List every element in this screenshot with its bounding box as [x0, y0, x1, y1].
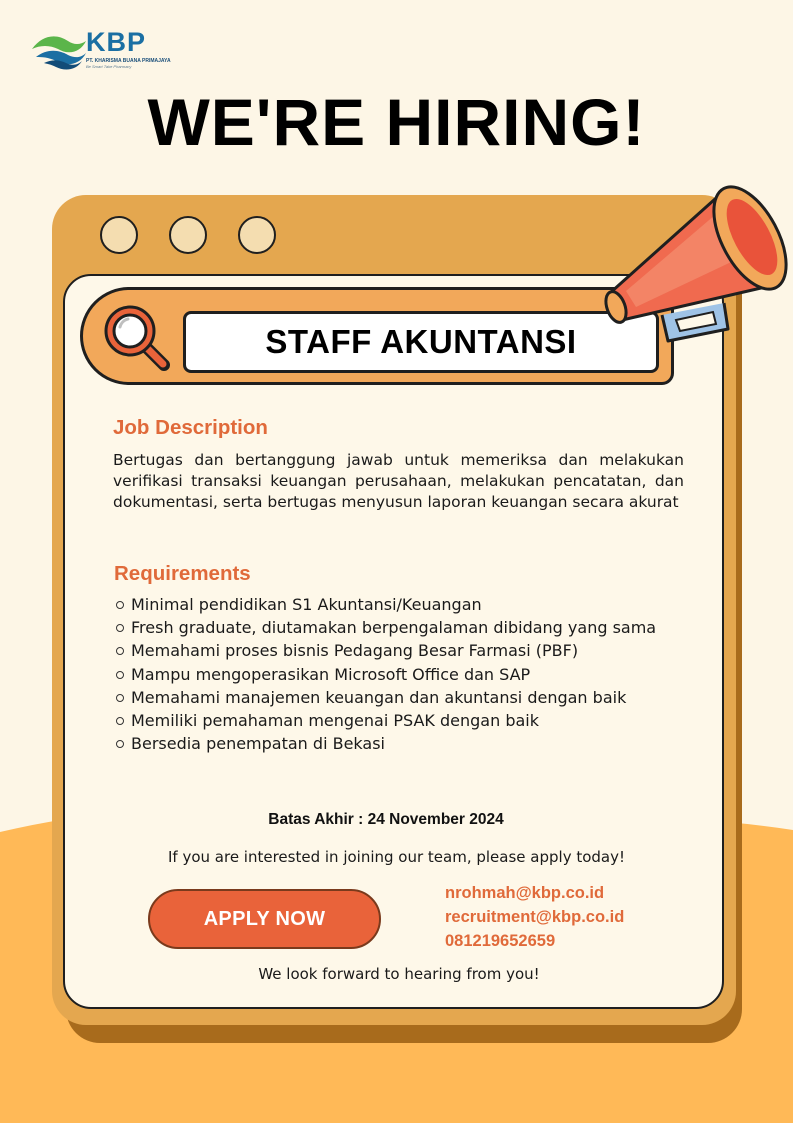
list-item: Fresh graduate, diutamakan berpengalaman dibidang yang sama [116, 616, 716, 639]
window-dot-2 [169, 216, 207, 254]
bullet-icon [116, 647, 124, 655]
contact-email-2[interactable]: recruitment@kbp.co.id [445, 908, 625, 926]
bullet-icon [116, 740, 124, 748]
window-dot-1 [100, 216, 138, 254]
list-item: Mampu mengoperasikan Microsoft Office dan SAP [116, 663, 716, 686]
bullet-icon [116, 624, 124, 632]
megaphone-icon [596, 175, 793, 350]
deadline-text: Batas Akhir : 24 November 2024 [268, 811, 504, 828]
closing-text: We look forward to hearing from you! [258, 965, 540, 983]
contact-email-1[interactable]: nrohmah@kbp.co.id [445, 884, 605, 902]
position-box [183, 311, 659, 373]
requirements-list [116, 593, 716, 755]
apply-now-button[interactable]: APPLY NOW [148, 889, 381, 949]
list-item: Memiliki pemahaman mengenai PSAK dengan baik [116, 709, 716, 732]
bullet-icon [116, 601, 124, 609]
logo-company: PT. KHARISMA BUANA PRIMAJAYA [86, 58, 171, 64]
bullet-icon [116, 694, 124, 702]
position-title: STAFF AKUNTANSI [265, 323, 577, 360]
magnifier-icon [100, 301, 172, 373]
bullet-icon [116, 717, 124, 725]
headline: WE'RE HIRING! [147, 85, 646, 159]
requirements-title: Requirements [114, 562, 251, 585]
logo-brand: KBP [86, 27, 147, 57]
logo-tagline: Be Smart Take Pharmacy [86, 64, 132, 69]
window-dot-3 [238, 216, 276, 254]
list-item: Memahami proses bisnis Pedagang Besar Farmasi (PBF) [116, 639, 716, 662]
job-description-text: Bertugas dan bertanggung jawab untuk memeriksa dan melakukan verifikasi transaksi keuangan perusahaan, melakukan pencatatan, dan dokumentasi, serta bertugas menyusun laporan keuangan secara akurat [113, 451, 684, 511]
bullet-icon [116, 671, 124, 679]
list-item: Bersedia penempatan di Bekasi [116, 732, 716, 755]
contact-phone[interactable]: 081219652659 [445, 932, 556, 950]
job-description-title: Job Description [113, 416, 268, 439]
list-item: Minimal pendidikan S1 Akuntansi/Keuangan [116, 593, 716, 616]
list-item: Memahami manajemen keuangan dan akuntansi dengan baik [116, 686, 716, 709]
invite-text: If you are interested in joining our team, please apply today! [167, 848, 626, 866]
